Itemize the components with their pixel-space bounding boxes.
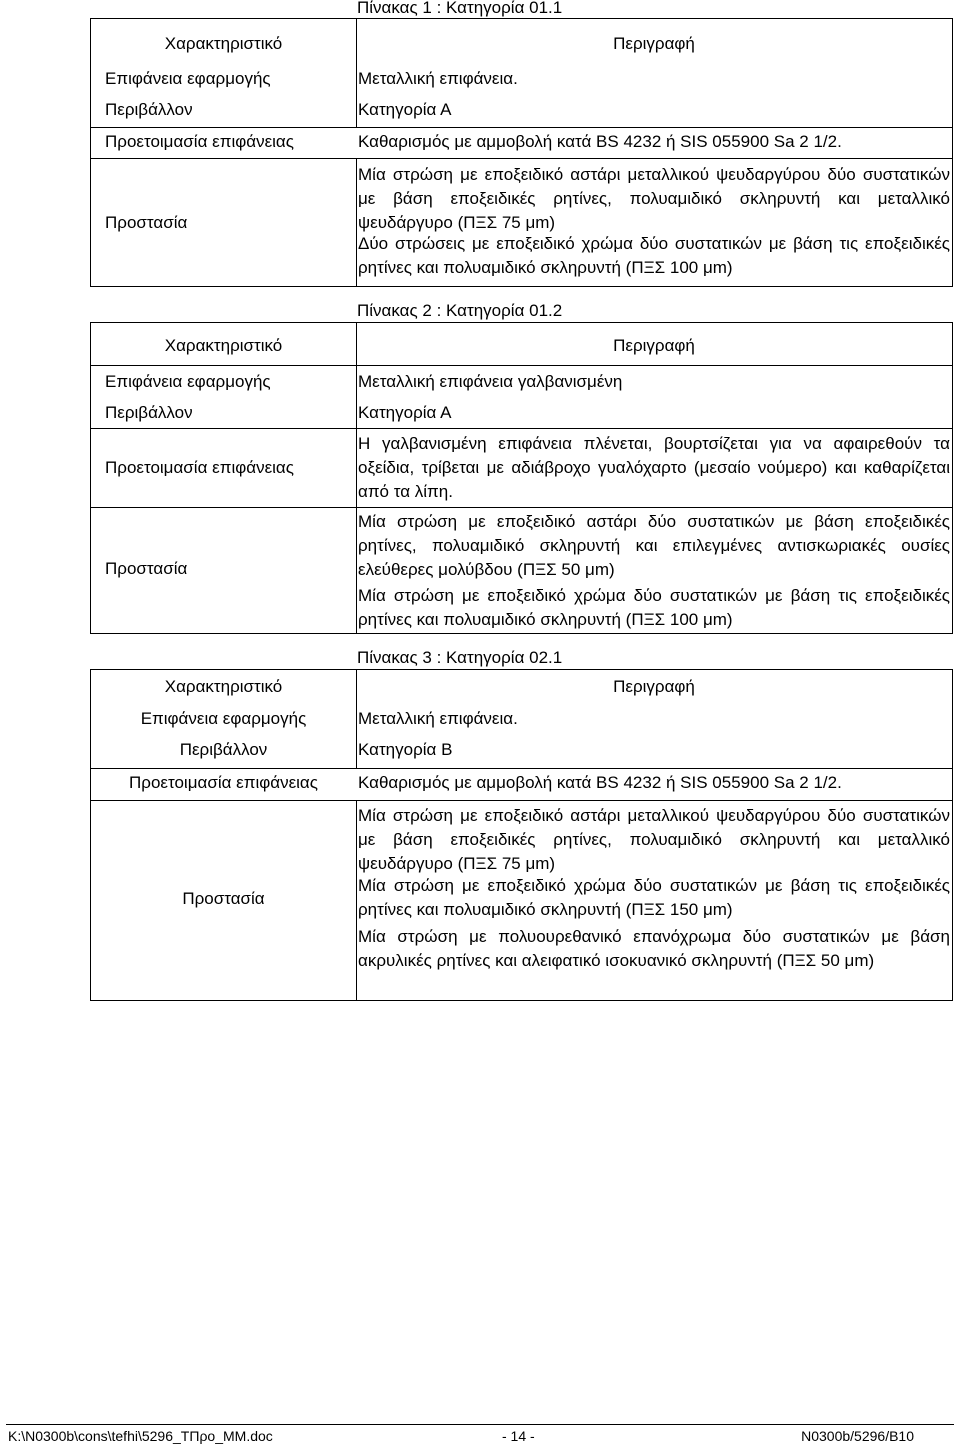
table2-protection-item-2: Μία στρώση με εποξειδικό χρώμα δύο συστατικών με βάση τις εποξειδικές ρητίνες και πολυαμιδικό σκληρυντή (ΠΞΣ 100 μm) <box>358 586 950 629</box>
table3-protection-item-2: Μία στρώση με εποξειδικό χρώμα δύο συστατικών με βάση τις εποξειδικές ρητίνες και πολυαμιδικό σκληρυντή (ΠΞΣ 150 μm) <box>358 876 950 919</box>
footer-file-path: K:\N0300b\cons\tefhi\5296_ΤΠρο_ΜΜ.doc <box>8 1428 273 1444</box>
table2 <box>90 322 953 634</box>
table1 <box>90 18 953 287</box>
table2-header-description: Περιγραφή <box>613 336 695 355</box>
table3-caption: Πίνακας 3 : Κατηγορία 02.1 <box>357 648 563 667</box>
table2-label-protection: Προστασία <box>105 559 188 578</box>
table1-protection-item-2: Δύο στρώσεις με εποξειδικό χρώμα δύο συστατικών με βάση τις εποξειδικές ρητίνες και πολυαμιδικό σκληρυντή (ΠΞΣ 100 μm) <box>358 234 950 277</box>
table3 <box>90 669 953 1001</box>
table3-label-environment: Περιβάλλον <box>179 740 268 759</box>
table3-protection-item-1: Μία στρώση με εποξειδικό αστάρι μεταλλικού ψευδαργύρου δύο συστατικών με βάση εποξειδικές ρητίνες, πολυαμιδικό σκληρυντή και μεταλλικό ψευδάργυρο (ΠΞΣ 75 μm) <box>358 806 950 873</box>
table2-label-surface: Επιφάνεια εφαρμογής <box>105 372 271 391</box>
table3-protection-item-3: Μία στρώση με πολυουρεθανικό επανόχρωμα δύο συστατικών με βάση ακρυλικές ρητίνες και αλειφατικό ισοκυανικό σκληρυντή (ΠΞΣ 50 μm) <box>358 927 950 970</box>
table2-caption: Πίνακας 2 : Κατηγορία 01.2 <box>357 301 563 320</box>
table2-value-surface: Μεταλλική επιφάνεια γαλβανισμένη <box>358 372 623 391</box>
table3-label-preparation: Προετοιμασία επιφάνειας <box>129 773 318 792</box>
footer-page-number: - 14 - <box>502 1428 535 1444</box>
table1-value-environment: Κατηγορία Α <box>358 100 452 119</box>
table2-label-environment: Περιβάλλον <box>105 403 193 422</box>
table1-header-characteristic: Χαρακτηριστικό <box>164 34 283 53</box>
table1-header-description: Περιγραφή <box>613 34 695 53</box>
table1-label-protection: Προστασία <box>105 213 188 232</box>
table1-label-surface: Επιφάνεια εφαρμογής <box>105 69 271 88</box>
table3-header-description: Περιγραφή <box>613 677 695 696</box>
table2-value-preparation: Η γαλβανισμένη επιφάνεια πλένεται, βουρτσίζεται για να αφαιρεθούν τα οξείδια, τρίβεται με αδιάβροχο γυαλόχαρτο (μεσαίο νούμερο) και καθαρίζεται από τα λίπη. <box>358 434 950 501</box>
table3-header-characteristic: Χαρακτηριστικό <box>164 677 283 696</box>
table1-value-preparation: Καθαρισμός με αμμοβολή κατά BS 4232 ή SIS 055900 Sa 2 1/2. <box>358 132 842 151</box>
table1-protection-item-1: Μία στρώση με εποξειδικό αστάρι μεταλλικού ψευδαργύρου δύο συστατικών με βάση εποξειδικές ρητίνες, πολυαμιδικό σκληρυντή και μεταλλικό ψευδάργυρο (ΠΞΣ 75 μm) <box>358 165 950 232</box>
table2-value-environment: Κατηγορία Α <box>358 403 452 422</box>
table3-value-preparation: Καθαρισμός με αμμοβολή κατά BS 4232 ή SIS 055900 Sa 2 1/2. <box>358 773 842 792</box>
page-footer <box>6 1424 954 1447</box>
table1-label-environment: Περιβάλλον <box>105 100 193 119</box>
table1-label-preparation: Προετοιμασία επιφάνειας <box>105 132 294 151</box>
table1-value-surface: Μεταλλική επιφάνεια. <box>358 69 518 88</box>
table2-label-preparation: Προετοιμασία επιφάνειας <box>105 458 294 477</box>
footer-document-code: N0300b/5296/B10 <box>801 1428 914 1444</box>
table2-header-characteristic: Χαρακτηριστικό <box>164 336 283 355</box>
table3-label-protection: Προστασία <box>182 889 265 908</box>
table1-caption: Πίνακας 1 : Κατηγορία 01.1 <box>357 0 563 17</box>
table3-value-surface: Μεταλλική επιφάνεια. <box>358 709 518 728</box>
table3-label-surface: Επιφάνεια εφαρμογής <box>140 709 307 728</box>
table3-value-environment: Κατηγορία Β <box>358 740 453 759</box>
table2-protection-item-1: Μία στρώση με εποξειδικό αστάρι δύο συστατικών με βάση εποξειδικές ρητίνες, πολυαμιδικό σκληρυντή και επιλεγμένες αντισκωριακές ουσίες ελεύθερες μολύβδου (ΠΞΣ 50 μm) <box>358 512 950 579</box>
